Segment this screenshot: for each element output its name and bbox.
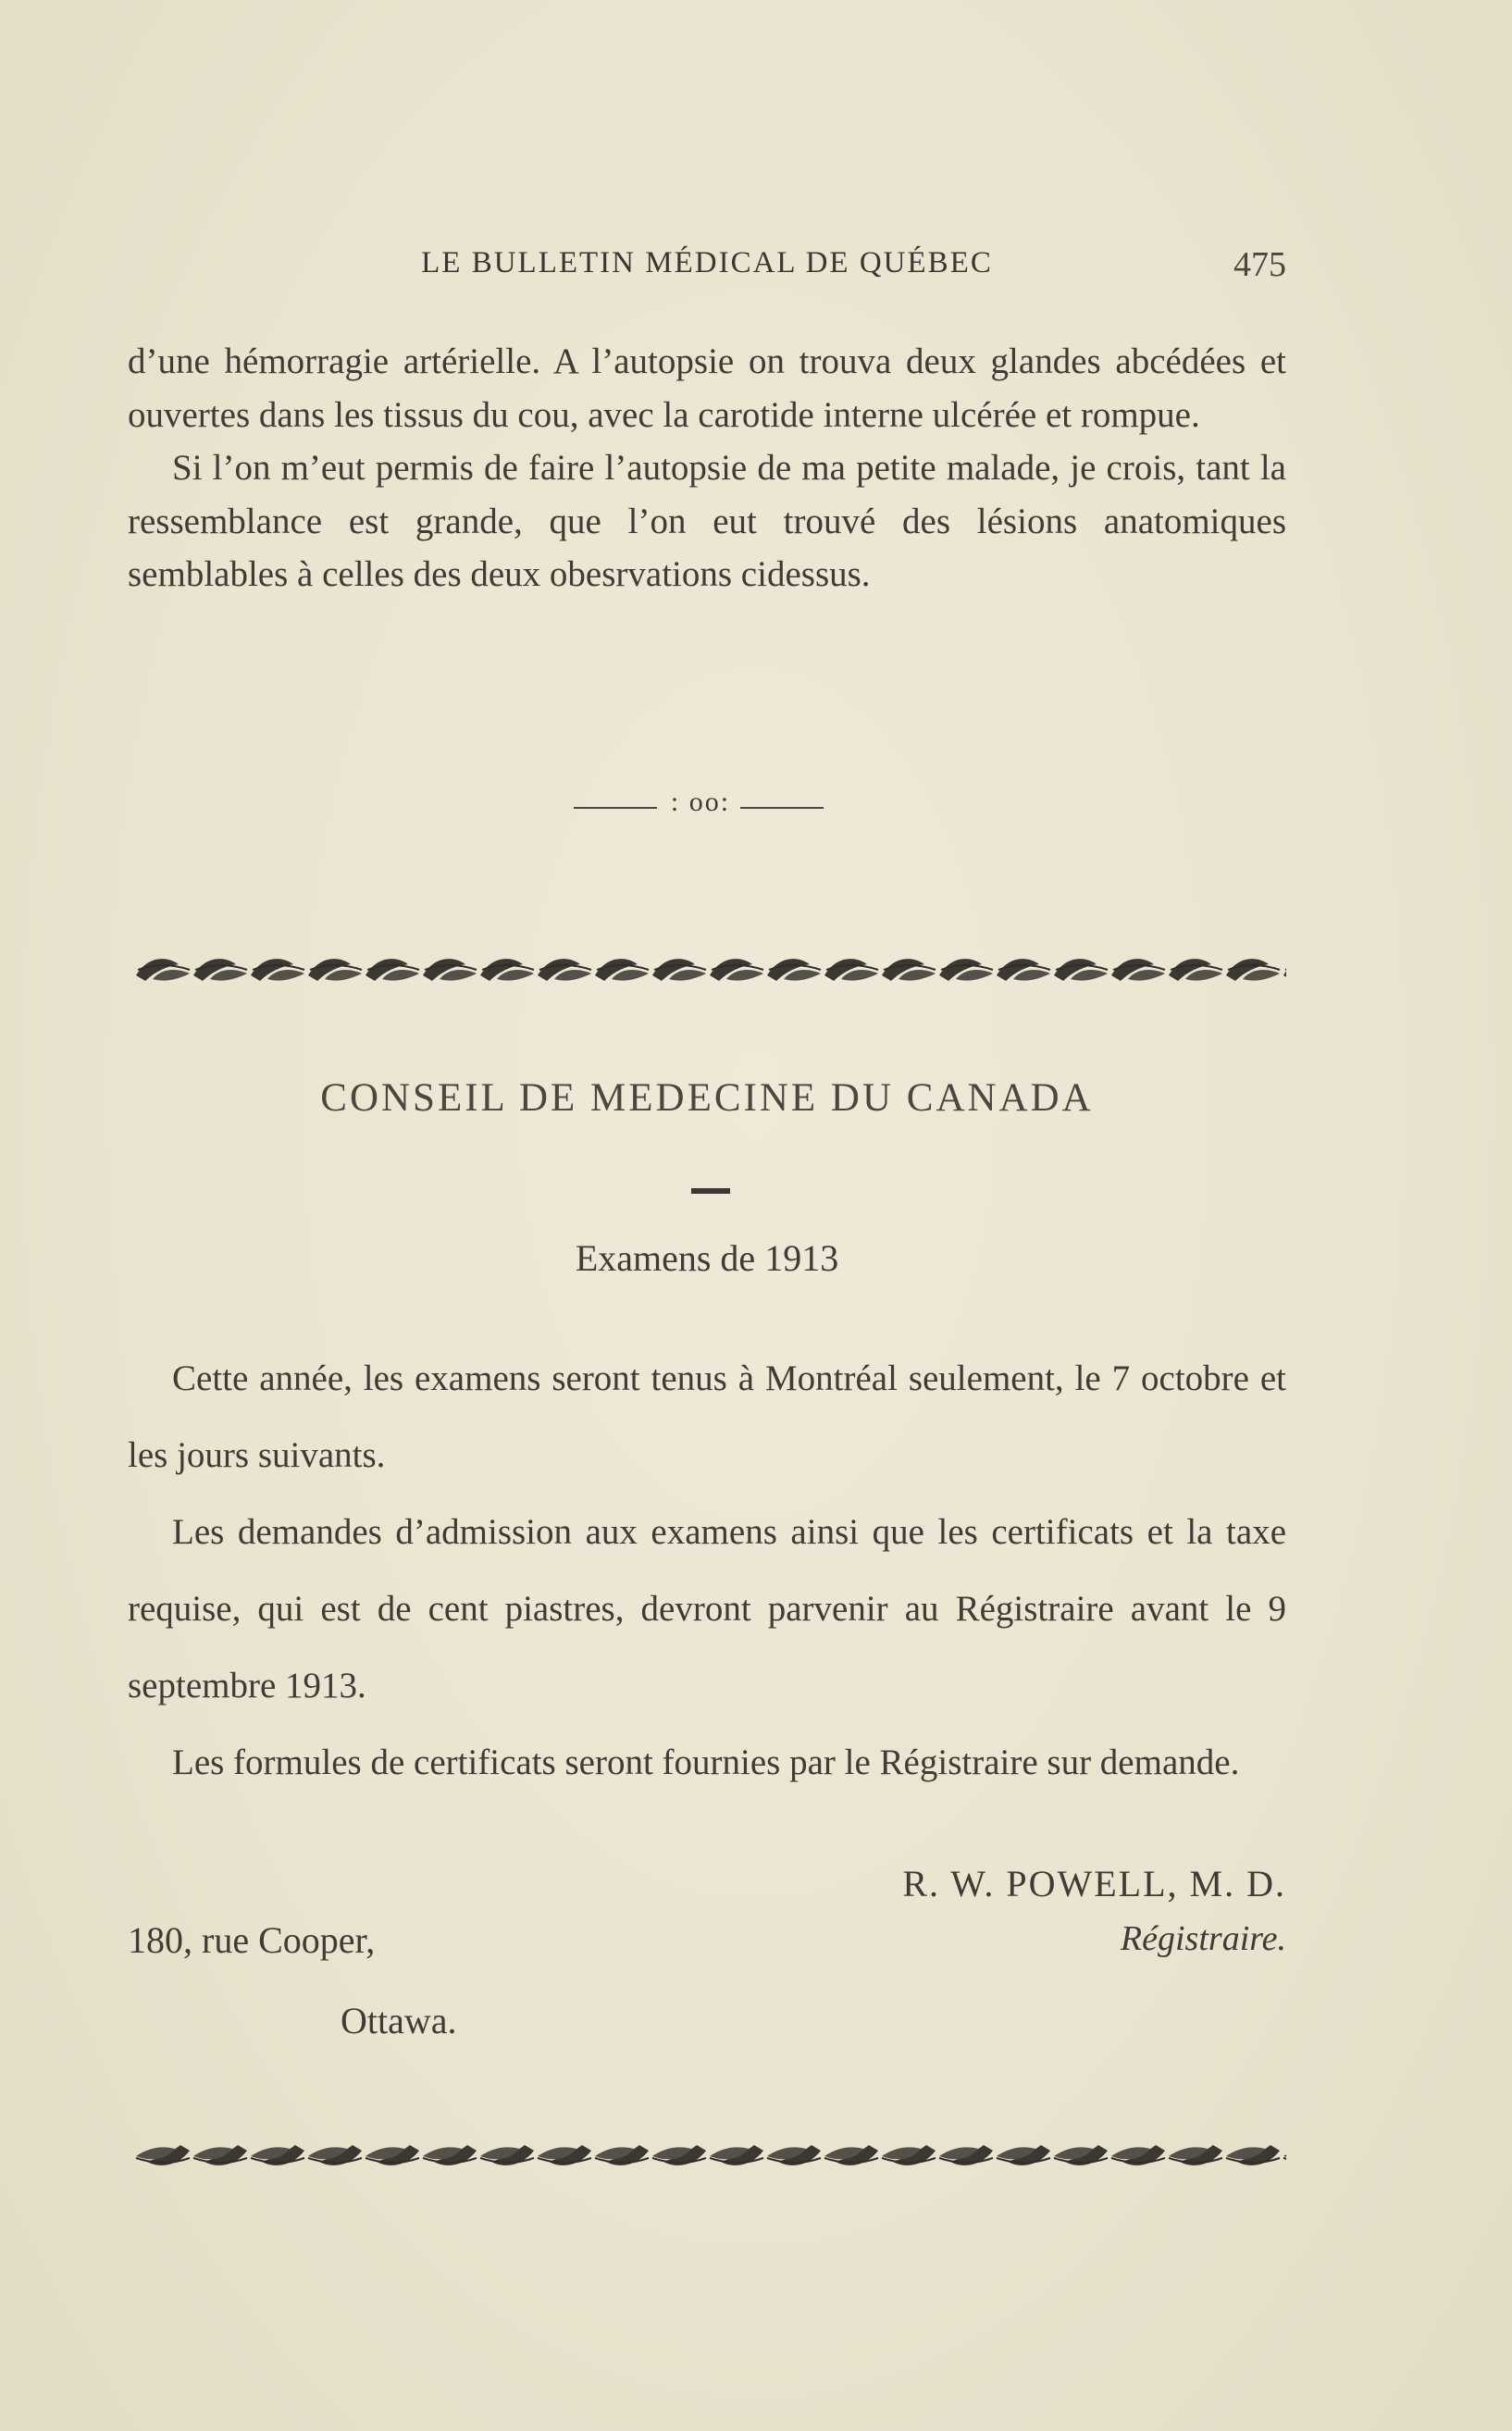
laurel-border-bottom-icon <box>134 2138 1286 2180</box>
article-paragraph: d’une hémorragie artérielle. A l’autopsie on trouva deux glandes abcédées et ouvertes dans les tissus du cou, avec la carotide interne ulcérée et rompue. <box>128 341 1286 435</box>
page-number: 475 <box>1233 245 1286 284</box>
notice-paragraph: Les demandes d’admission aux examens ainsi que les certificats et la taxe requise, qui est de cent piastres, devront parvenir au Régistraire avant le 9 septembre 1913. <box>128 1512 1286 1705</box>
notice-paragraph: Les formules de certificats seront fournies par le Régistraire sur demande. <box>172 1743 1240 1782</box>
separator-line <box>574 807 657 809</box>
notice-body <box>128 1340 1286 1801</box>
signature: R. W. POWELL, M. D. <box>902 1863 1286 1904</box>
notice-subtitle: Examens de 1913 <box>575 1237 839 1279</box>
article-continuation <box>128 335 1286 602</box>
separator-line <box>740 807 824 809</box>
running-title: LE BULLETIN MÉDICAL DE QUÉBEC <box>421 246 993 279</box>
notice-title: CONSEIL DE MEDECINE DU CANADA <box>320 1076 1094 1120</box>
notice-paragraph: Cette année, les examens seront tenus à Montréal seulement, le 7 octobre et les jours suivants. <box>128 1358 1286 1475</box>
laurel-border-top-icon <box>134 948 1286 990</box>
separator-mark: : oo: <box>670 787 731 817</box>
article-paragraph: Si l’on m’eut permis de faire l’autopsie de ma petite malade, je crois, tant la ressemblance est grande, que l’on eut trouvé des lésions anatomiques semblables à celles des deux obesrvations cidessus. <box>128 448 1286 594</box>
running-head <box>128 239 1286 285</box>
title-rule <box>691 1188 730 1194</box>
city: Ottawa. <box>341 2000 457 2041</box>
signatory-role: Régistraire. <box>1120 1919 1286 1958</box>
address: 180, rue Cooper, <box>128 1919 376 1961</box>
section-separator <box>574 787 824 824</box>
